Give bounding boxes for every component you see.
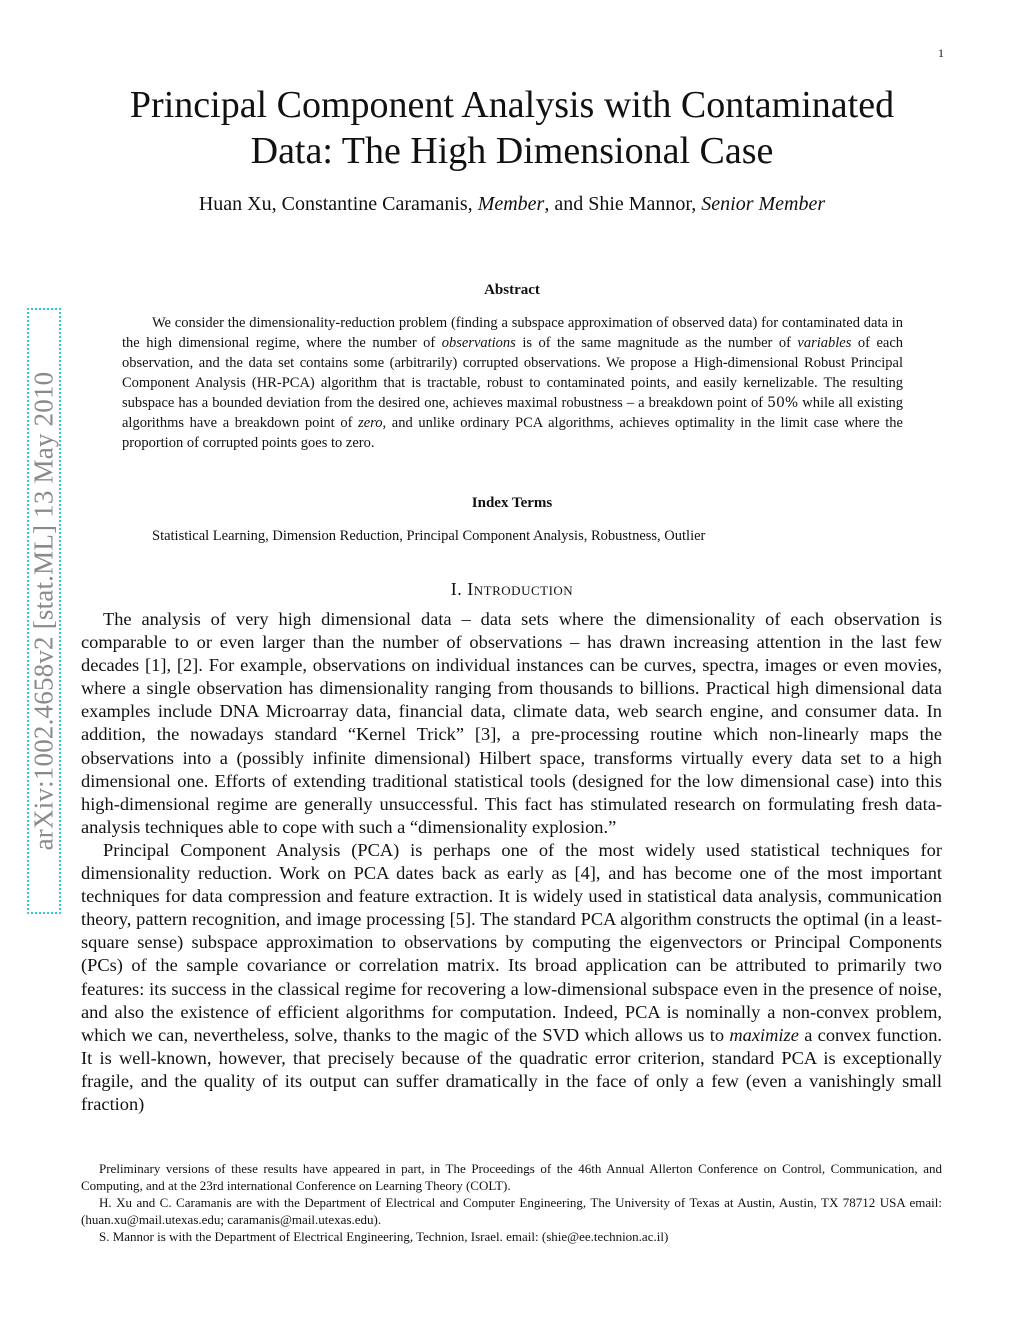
section-heading-introduction [80,579,944,600]
index-terms-list: Statistical Learning, Dimension Reduction, Principal Component Analysis, Robustness, Outlier [152,528,706,544]
section-title: Introduction [467,579,574,599]
footnotes [81,1160,942,1245]
abstract-text-1: We consider the dimensionality-reduction problem (finding a subspace approximation of observed data) for contaminated data in the high dimensional regime, where the number of [122,315,903,351]
intro-paragraph-2-text-b: a convex function. It is well-known, however, that precisely because of the quadratic error criterion, standard PCA is exceptionally fragile, and the quality of its output can suffer dramatically in the face of only a few (even a vanishingly small fraction) [81,1024,942,1114]
intro-paragraph-1: The analysis of very high dimensional data – data sets where the dimensionality of each observation is comparable to or even larger than the number of observations – has drawn increasing attention in the last few decades [1], [2]. For example, observations on individual instances can be curves, spectra, images or even movies, where a single observation has dimensionality ranging from thousands to billions. Practical high dimensional data examples include DNA Microarray data, financial data, climate data, web search engine, and consumer data. In addition, the nowadays standard “Kernel Trick” [3], a pre-processing routine which non-linearly maps the observations into a (possibly infinite dimensional) Hilbert space, transforms virtually every data set to a high dimensional one. Efforts of extending traditional statistical tools (designed for the low dimensional case) into this high-dimensional regime are generally unsuccessful. This fact has stimulated research on formulating fresh data-analysis techniques able to cope with such a “dimensionality explosion.” [81,609,942,837]
footnote-affiliation-ut-austin: H. Xu and C. Caramanis are with the Department of Electrical and Computer Engineering, The University of Texas at Austin, Austin, TX 78712 USA email: (huan.xu@mail.utexas.edu; caramanis@mail.utexas.edu). [81,1195,942,1227]
index-terms-heading: Index Terms [471,495,553,511]
intro-paragraph-2-text-a: Principal Component Analysis (PCA) is perhaps one of the most widely used statistical techniques for dimensionality reduction. Work on PCA dates back as early as [4], and has become one of the most important techniques for data compression and feature extraction. It is widely used in statistical data analysis, communication theory, pattern recognition, and image processing [5]. The standard PCA algorithm constructs the optimal (in a least-square sense) subspace approximation to observations by computing the eigenvectors or Principal Components (PCs) of the sample covariance or correlation matrix. Its broad application can be attributed to primarily two features: its success in the classical regime for recovering a low-dimensional subspace even in the presence of noise, and also the existence of efficient algorithms for computation. Indeed, PCA is nominally a non-convex problem, which we can, nevertheless, solve, thanks to the magic of the SVD which allows us to [81,839,942,1045]
introduction-body [81,608,942,1116]
abstract-emphasis-observations: observations [441,335,516,351]
author-names-1: Huan Xu, Constantine Caramanis, [198,193,478,215]
abstract-emphasis-zero: zero [358,415,383,431]
abstract-text-5: , and unlike ordinary PCA algorithms, achieves optimality in the limit case where the proportion of corrupted points goes to zero. [122,415,903,451]
footnote-affiliation-technion: S. Mannor is with the Department of Electrical Engineering, Technion, Israel. email: (shie@ee.technion.ac.il) [99,1229,669,1244]
footnote-preliminary-versions: Preliminary versions of these results have appeared in part, in The Proceedings of the 46th Annual Allerton Conference on Control, Communication, and Computing, and at the 23rd international Conference on Learning Theory (COLT). [81,1161,942,1193]
paper-title [80,82,944,174]
abstract-text-4: while all existing algorithms have a breakdown point of [122,395,903,431]
author-role-senior-member: Senior Member [701,193,826,215]
abstract-text-2: is of the same magnitude as the number of [515,335,798,351]
intro-emphasis-maximize: maximize [729,1024,799,1045]
section-number: I. [450,579,468,599]
title-line-1: Principal Component Analysis with Contaminated [129,84,895,126]
abstract-body [122,313,903,453]
arxiv-identifier-stamp [27,308,61,914]
page-number: 1 [938,46,944,60]
abstract-emphasis-variables: variables [797,335,852,351]
intro-paragraph-2 [81,839,942,1116]
abstract-breakdown-value: 50% [767,395,799,411]
author-list [80,191,944,217]
abstract-heading: Abstract [484,282,540,298]
abstract-text-3: of each observation, and the data set contains some (arbitrarily) corrupted observations. We propose a High-dimensional Robust Principal Component Analysis (HR-PCA) algorithm that is tractable, robust to contaminated points, and easily kernelizable. The resulting subspace has a bounded deviation from the desired one, achieves maximal robustness – a breakdown point of [122,335,903,411]
author-names-2: , and Shie Mannor, [544,193,702,215]
author-role-member: Member [477,193,545,215]
title-line-2: Data: The High Dimensional Case [250,130,774,172]
arxiv-identifier-text: arXiv:1002.4658v2 [stat.ML] 13 May 2010 [28,371,59,851]
